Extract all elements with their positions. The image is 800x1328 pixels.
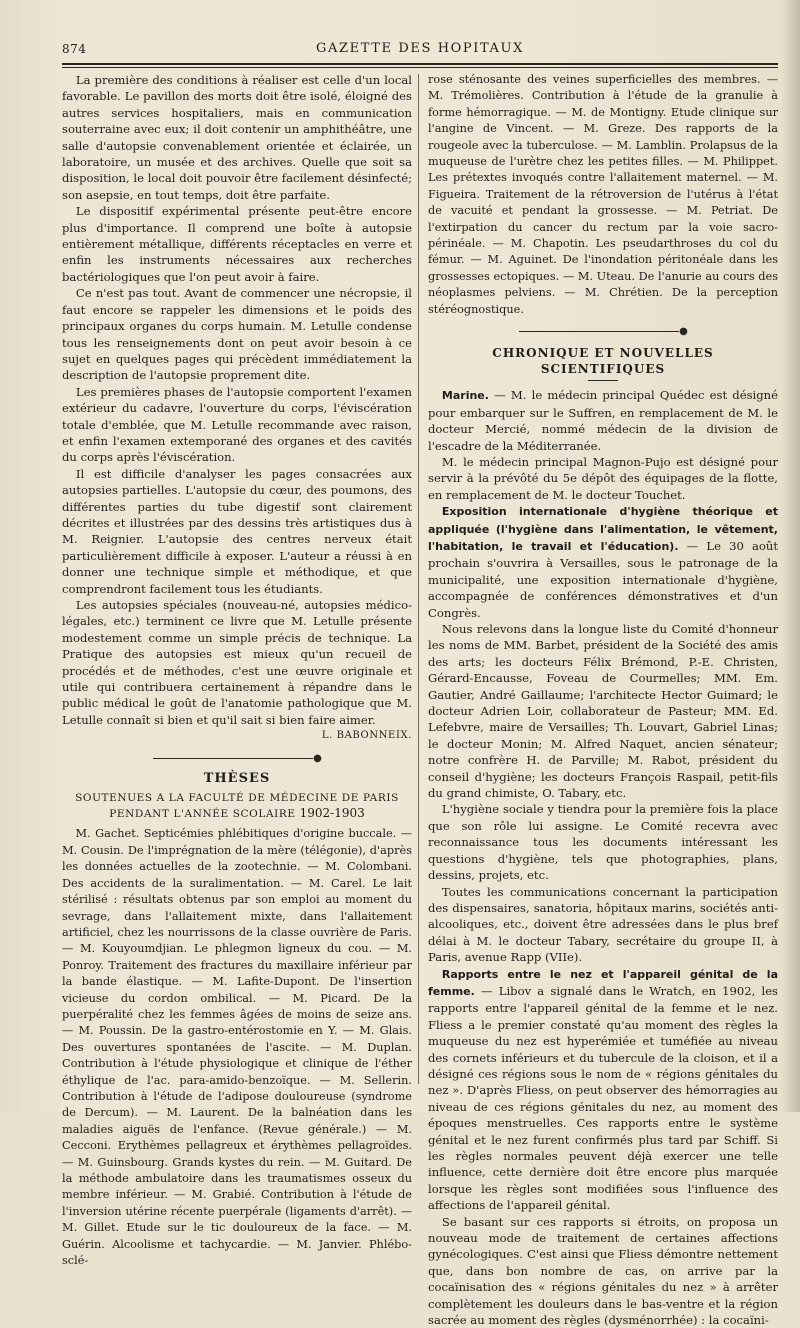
header-rule-thin (62, 67, 778, 68)
right-column (428, 72, 778, 1328)
column-divider (418, 74, 419, 1084)
news-item-heading: Rapports entre le nez et l'appareil génital de la femme. (428, 967, 778, 998)
news-item-rapports (428, 966, 778, 1214)
review-paragraph: Il est difficile d'analyser les pages consacrées aux autopsies partielles. L'autopsie du cœur, des poumons, des différentes parties du tube digestif sont clairement décrites et illustrées par des dessins très artistiques dus à M. Reignier. L'autopsie des centres nerveux était particulièrement difficile à exposer. L'auteur a réussi à en donner une technique simple et méthodique, et que comprendront facilement tous les étudiants. (62, 466, 412, 596)
theses-list-continued: rose sténosante des veines superficielles des membres. — M. Trémolières. Contribution à l'étude de la granulie à forme hémorragique. — M. de Montigny. Etude clinique sur l'angine de Vincent. — M. Greze. Des rapports de la rougeole avec la tuberculose. — M. Lamblin. Prolapsus de la muqueuse de l'urètre chez les petites filles. — M. Philippet. Les prétextes invoqués contre l'allaitement maternel. — M. Figueira. Traitement de la rétroversion de l'utérus à l'état de vacuité et pendant la grossesse. — M. Petriat. De l'extirpation du cancer du rectum par la voie sacro-périnéale. — M. Chapotin. Les pseudarthroses du col du fémur. — M. Aguinet. De l'inondation péritonéale dans les grossesses ectopiques. — M. Uteau. De l'anurie au cours des néoplasmes pelviens. — M. Chrétien. De la perception stéréognostique. (428, 73, 778, 316)
journal-title: GAZETTE DES HOPITAUX (316, 41, 524, 56)
news-item-heading: Exposition internationale d'hygiène théorique et appliquée (l'hygiène dans l'alimentation, le vêtement, l'habitation, le travail et l'éducation). (428, 505, 778, 553)
news-paragraph: Nous relevons dans la longue liste du Comité d'honneur les noms de MM. Barbet, président de la Société des amis des arts; les docteurs Félix Brémond, P.-E. Christen, Gérard-Encausse, Foveau de Courmelles; MM. Em. Gautier, André Gaillaume; l'architecte Hector Guimard; le docteur Adrien Loir, collaborateur de Pasteur; MM. Ed. Lefebvre, maire de Versailles; Th. Louvart, Gabriel Linas; le docteur Monin; M. Alfred Naquet, ancien sénateur; notre confrère H. de Parville; M. Rabot, président du conseil d'hygiène; les docteurs François Raspail, petit-fils du grand chimiste, O. Tabary, etc. (428, 622, 778, 801)
heading-underline (588, 380, 618, 381)
review-paragraph: Les premières phases de l'autopsie comportent l'examen extérieur du cadavre, l'ouverture du corps, l'éviscération totale d'emblée, que M. Letulle recommande avec raison, et enfin l'examen extemporané des organes et des cavités du corps après l'éviscération. (62, 384, 412, 465)
news-item-text: — Le 30 août prochain s'ouvrira à Versailles, sous le patronage de la municipalité, une exposition internationale d'hygiène, accompagnée de conférences démonstratives et d'un Congrès. (428, 538, 778, 620)
news-item-text: — M. le médecin principal Quédec est désigné pour embarquer sur le Suffren, en remplacement de M. le docteur Mercié, nommé médecin de la division de l'escadre de la Méditerranée. (428, 388, 778, 453)
review-paragraph: Ce n'est pas tout. Avant de commencer une nécropsie, il faut encore se rappeler les dimensions et le poids des principaux organes du corps humain. M. Letulle condense tous les renseignements dont on peut avoir besoin à ce sujet en quelques pages qui précèdent immédiatement la description de l'autopsie proprement dite. (62, 286, 412, 383)
page-number: 874 (62, 42, 87, 56)
section-separator: ● (62, 751, 412, 767)
news-item-text: — Libov a signalé dans le Wratch, en 1902, les rapports entre l'appareil génital de la femme et le nez. Fliess a le premier constaté qu'au moment des règles la muqueuse du nez est hyperémiée et tuméfiée au niveau des cornets inférieurs et du tubercule de la cloison, et il a désigné ces régions sous le nom de « régions génitales du nez ». D'après Fliess, on peut observer des hémorragies au niveau de ces régions génitales du nez, au moment des époques menstruelles. Ces rapports entre le système génital et le nez furent confirmés plus tard par Schiff. Si les règles normales peuvent déjà exercer une telle influence, cette dernière doit être encore plus marquée lorsque les règles sont modifiées sous l'influence des affections de l'appareil génital. (428, 983, 778, 1213)
page-edge-shadow (782, 0, 800, 1112)
theses-subheading-line1: SOUTENUES A LA FACULTÉ DE MÉDECINE DE PARIS (75, 792, 399, 805)
left-column (62, 72, 412, 1268)
theses-subheading (62, 791, 412, 822)
news-item-exposition (428, 503, 778, 621)
review-signature: L. BABONNEIX. (321, 730, 412, 742)
review-paragraph: Le dispositif expérimental présente peut-être encore plus d'importance. Il comprend une boîte à autopsie entièrement métallique, différents réceptacles en verre et enfin les instruments nécessaires aux recherches bactériologiques que l'on peut avoir à faire. (62, 204, 412, 284)
news-item-marine (428, 387, 778, 454)
news-paragraph: L'hygiène sociale y tiendra pour la première fois la place que son rôle lui assigne. Le Comité recevra avec reconnaissance tous les documents intéressant les questions d'hygiène, tels que photographies, plans, dessins, projets, etc. (428, 802, 778, 883)
review-paragraph: La première des conditions à réaliser est celle d'un local favorable. Le pavillon des morts doit être isolé, éloigné des autres services hospitaliers, mais en communication souterraine avec eux; il doit contenir un amphithéâtre, une salle d'autopsie convenablement orientée et éclairée, un laboratoire, un musée et des archives. Quelle que soit sa disposition, le local doit pouvoir être facilement désinfecté; son asepsie, en tout temps, doit être parfaite. (62, 73, 412, 202)
theses-year: 1902-1903 (299, 806, 365, 821)
running-header (62, 38, 778, 62)
theses-heading: THÈSES (203, 771, 271, 787)
news-paragraph: Toutes les communications concernant la participation des dispensaires, sanatoria, hôpitaux marins, sociétés anti-alcooliques, etc., doivent être adressées dans le plus bref délai à M. le docteur Tabary, secrétaire du groupe II, à Paris, avenue Rapp (VIIe). (428, 884, 778, 965)
theses-subheading-line2: PENDANT L'ANNÉE SCOLAIRE (109, 808, 296, 821)
section-separator: ● (428, 324, 778, 340)
review-paragraph: Les autopsies spéciales (nouveau-né, autopsies médico-légales, etc.) terminent ce livre que M. Letulle présente modestement comme un simple précis de technique. La Pratique des autopsies est mieux qu'un recueil de procédés et de méthodes, c'est une œuvre originale et utile qui contribuera certainement à répandre dans le public médical le goût de l'anatomie pathologique que M. Letulle connaît si bien et qu'il sait si bien faire aimer. (62, 598, 412, 727)
news-paragraph: Se basant sur ces rapports si étroits, on proposa un nouveau mode de traitement de certaines affections gynécologiques. C'est ainsi que Fliess démontre nettement que, dans bon nombre de cas, on arrive par la cocaïnisation des « régions génitales du nez » à arrêter complètement les douleurs dans le bas-ventre et la région sacrée au moment des règles (dysménorrhée) : la cocaïni- (428, 1214, 778, 1328)
news-paragraph: M. le médecin principal Magnon-Pujo est désigné pour servir à la prévôté du 5e dépôt des équipages de la flotte, en remplacement de M. le docteur Touchet. (428, 454, 778, 502)
news-item-heading: Marine. (441, 389, 489, 403)
chronique-heading (428, 345, 778, 382)
chronique-heading-text: CHRONIQUE ET NOUVELLES SCIENTIFIQUES (492, 345, 714, 376)
header-rule-thick (62, 63, 778, 65)
theses-list: M. Gachet. Septicémies phlébitiques d'origine buccale. — M. Cousin. De l'imprégnation de la mère (télégonie), d'après les données actuelles de la zootechnie. — M. Colombani. Des accidents de la suralimentation. — M. Carel. Le lait stérilisé : résultats obtenus par son emploi au moment du sevrage, dans l'allaitement mixte, dans l'allaitement artificiel, chez les nourrissons de la classe ouvrière de Paris. — M. Kouyoumdjian. Le phlegmon ligneux du cou. — M. Ponroy. Traitement des fractures du maxillaire inférieur par la bande élastique. — M. Lafite-Dupont. De l'insertion vicieuse du cordon ombilical. — M. Picard. De la puerpéralité chez les femmes âgées de moins de seize ans. — M. Poussin. De la gastro-entérostomie en Y. — M. Glais. Des ouvertures spontanées de l'ascite. — M. Duplan. Contribution à l'étude physiologique et clinique de l'éther éthylique de l'ac. para-amido-benzoïque. — M. Sellerin. Contribution à l'étude de l'adipose douloureuse (syndrome de Dercum). — M. Laurent. De la balnéation dans les maladies aiguës de l'enfance. (Revue générale.) — M. Cecconi. Erythèmes pellagreux et érythèmes pellagroïdes. — M. Guinsbourg. Grands kystes du rein. — M. Guitard. De la méthode ambulatoire dans les traumatismes osseux du membre inférieur. — M. Grabié. Contribution à l'étude de l'inversion utérine récente puerpérale (ligaments d'arrêt). — M. Gillet. Etude sur le tic douloureux de la face. — M. Guérin. Alcoolisme et tachycardie. — M. Janvier. Phlébo-sclé- (62, 827, 412, 1268)
